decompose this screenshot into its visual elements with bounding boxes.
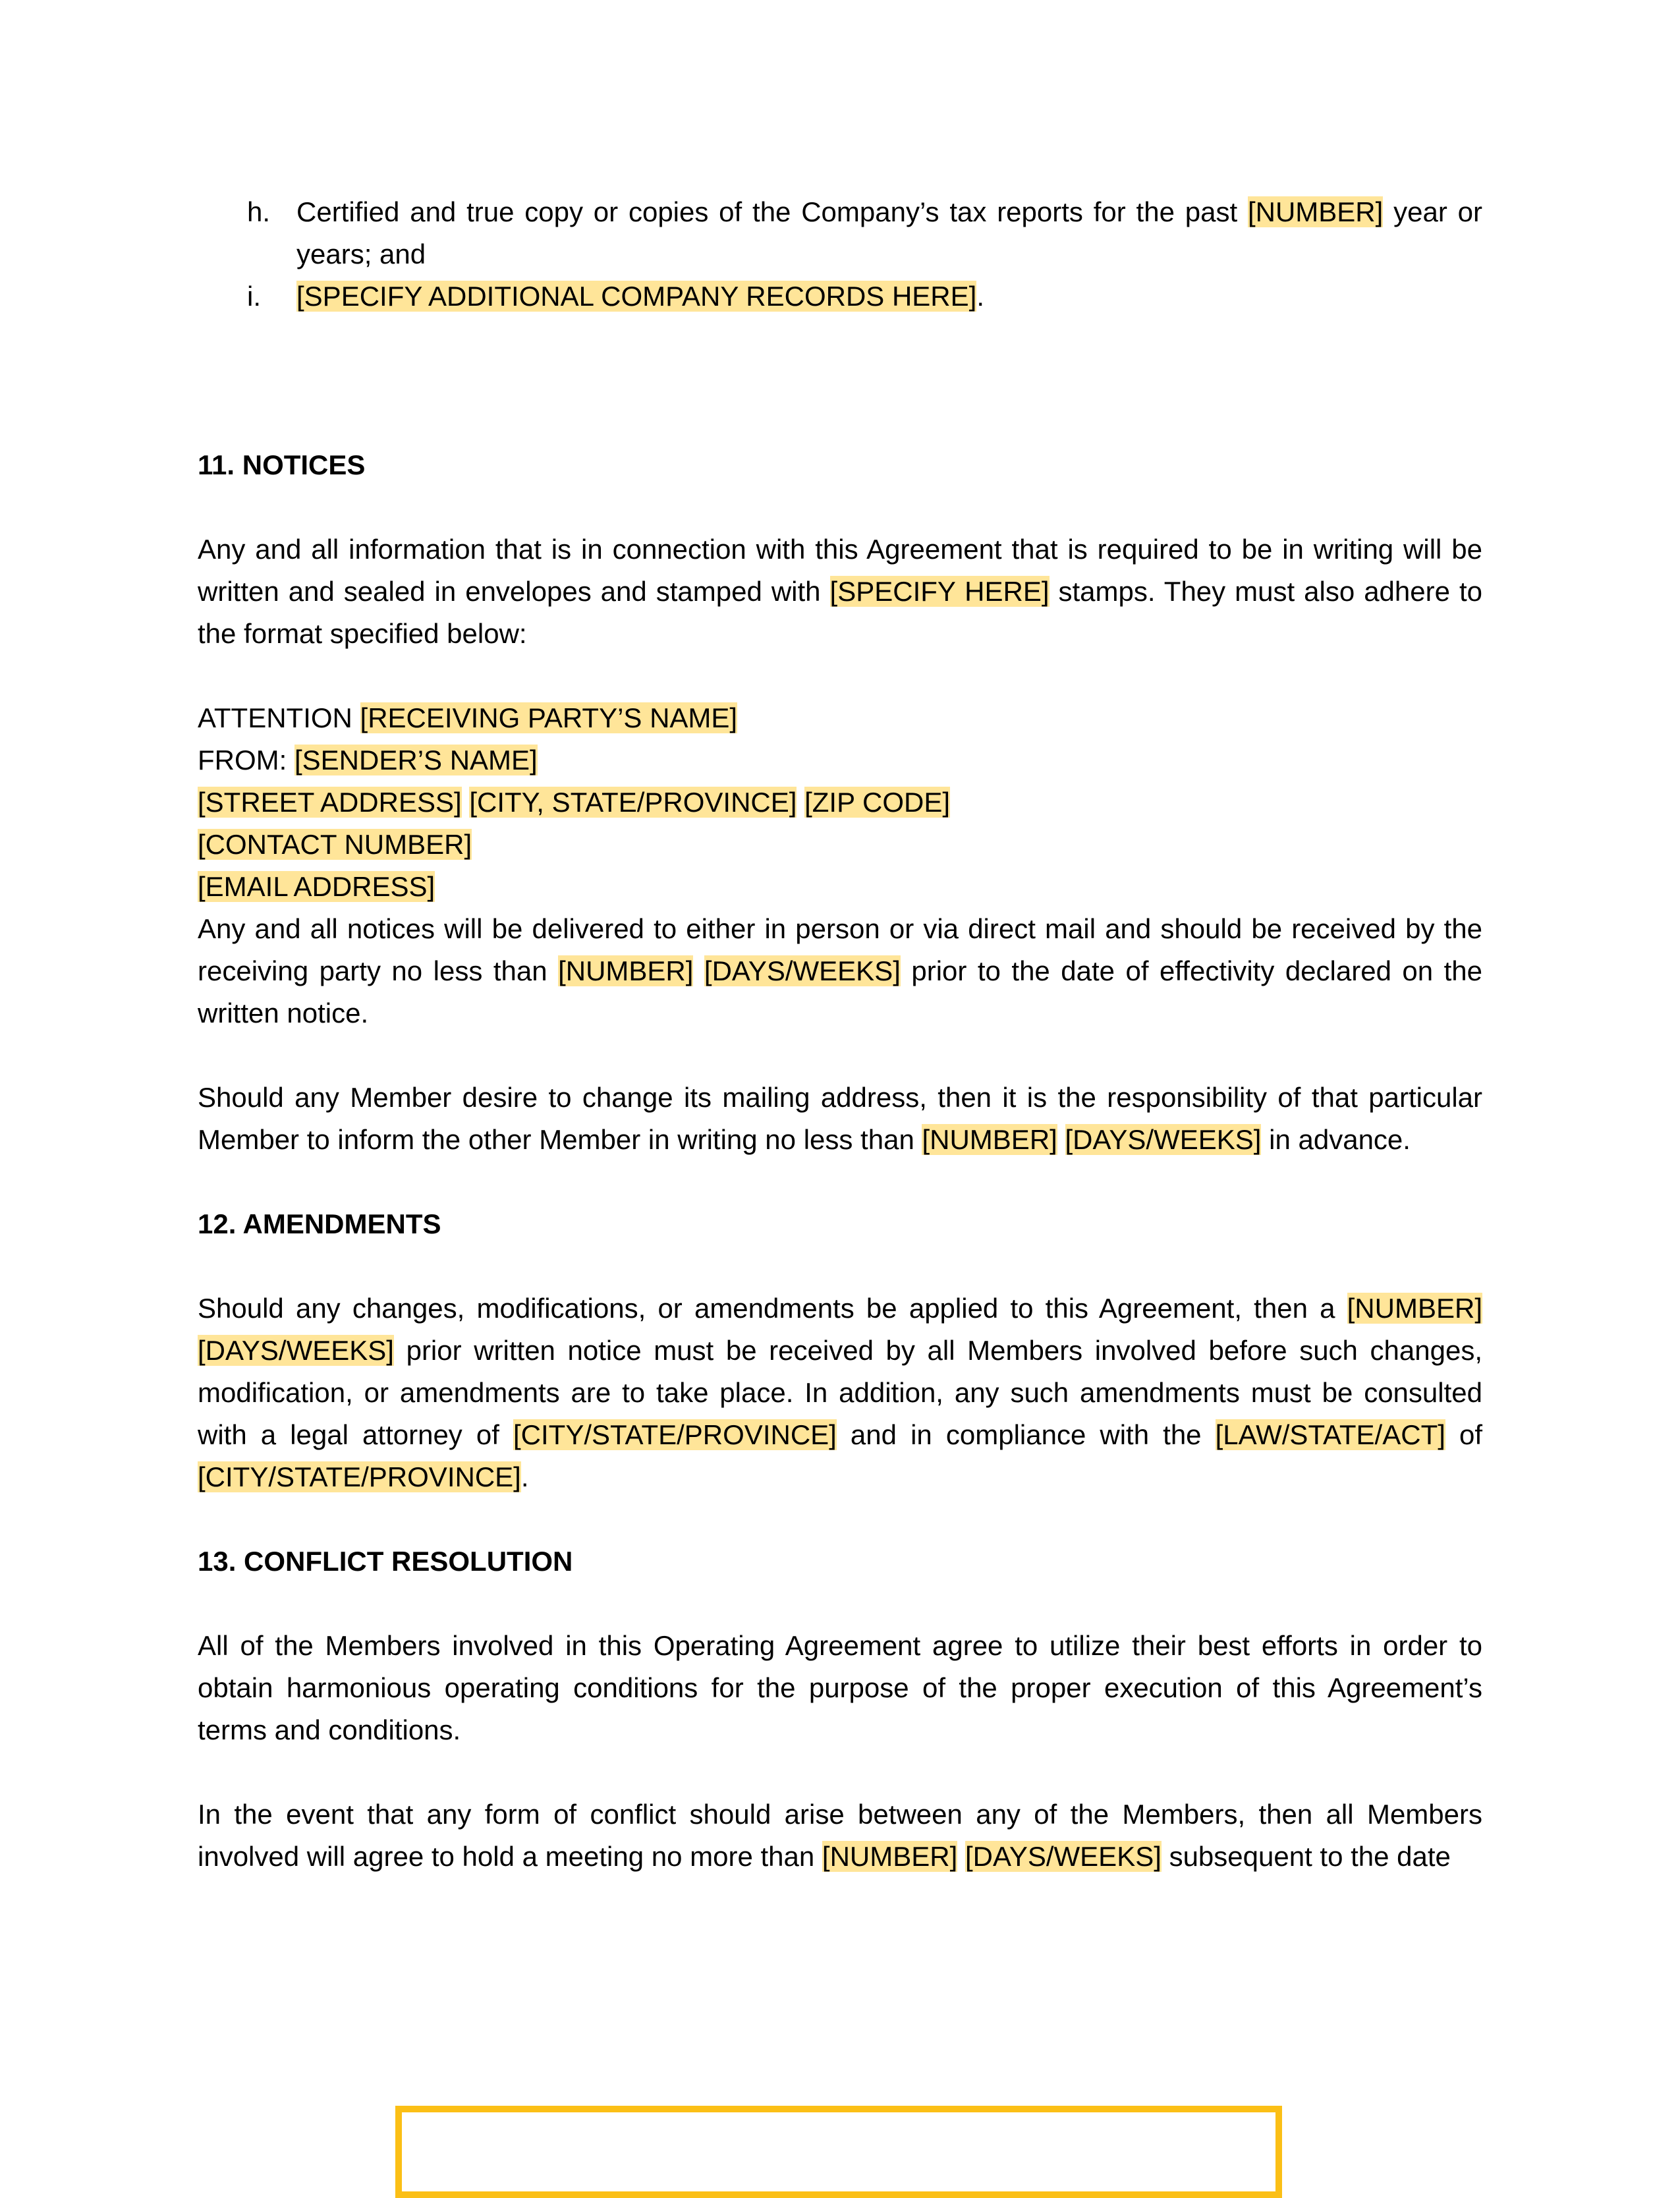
placeholder-field[interactable]: [DAYS/WEEKS] (198, 1335, 394, 1366)
placeholder-field[interactable]: [EMAIL ADDRESS] (198, 871, 435, 902)
amendments-paragraph: Should any changes, modifications, or amendments be applied to this Agreement, then a [NUMBER] [DAYS/WEEKS] prior written notice must be received by all Members involved before such changes, modification, or amendments are to take place. In addition, any such amendments must be consulted with a legal attorney of [CITY/STATE/PROVINCE] and in compliance with the [LAW/STATE/ACT] of [CITY/STATE/PROVINCE]. (198, 1293, 1483, 1492)
list-marker: h. (247, 196, 271, 227)
placeholder-field[interactable]: [SPECIFY HERE] (829, 576, 1050, 607)
notices-paragraph-1: Any and all information that is in connection with this Agreement that is required to be in writing will be written and sealed in envelopes and stamped with [SPECIFY HERE] stamps. They must also adhere to the format specified below: (198, 534, 1483, 649)
placeholder-field[interactable]: [NUMBER] (822, 1841, 958, 1872)
placeholder-field[interactable]: [CITY/STATE/PROVINCE] (198, 1461, 521, 1492)
placeholder-field[interactable]: [LAW/STATE/ACT] (1215, 1419, 1445, 1450)
placeholder-field[interactable]: [SENDER’S NAME] (294, 745, 538, 775)
conflict-paragraph-2: In the event that any form of conflict should arise between any of the Members, then all Members involved will agree to hold a meeting no more than [NUMBER] [DAYS/WEEKS] subsequent to the date (198, 1799, 1482, 1872)
placeholder-field[interactable]: [DAYS/WEEKS] (1065, 1124, 1262, 1155)
list-item-text: Certified and true copy or copies of the Company’s tax reports for the past [NUMBER] year or years; and (296, 196, 1482, 269)
from-line: FROM: [SENDER’S NAME] (198, 745, 538, 775)
attention-line: ATTENTION [RECEIVING PARTY’S NAME] (198, 702, 738, 733)
placeholder-field[interactable]: [NUMBER] (558, 955, 694, 986)
list-marker: i. (247, 281, 261, 312)
placeholder-field[interactable]: [CITY/STATE/PROVINCE] (513, 1419, 837, 1450)
placeholder-field[interactable]: [NUMBER] (1347, 1293, 1482, 1324)
placeholder-field[interactable]: [RECEIVING PARTY’S NAME] (360, 702, 738, 733)
placeholder-field[interactable]: [DAYS/WEEKS] (965, 1841, 1162, 1872)
conflict-paragraph-1: All of the Members involved in this Operating Agreement agree to utilize their best efforts in order to obtain harmonious operating conditions for the purpose of the proper execution of this Agreement’s terms and conditions. (198, 1630, 1482, 1745)
email-line (198, 866, 1482, 908)
section-heading-notices: 11. NOTICES (198, 449, 366, 480)
placeholder-field[interactable]: [SPECIFY ADDITIONAL COMPANY RECORDS HERE] (296, 281, 977, 312)
placeholder-field[interactable]: [CONTACT NUMBER] (198, 829, 472, 860)
contact-line (198, 824, 1482, 866)
document-body (198, 191, 1482, 1878)
placeholder-field[interactable]: [ZIP CODE] (804, 787, 951, 818)
footer-box (395, 2106, 1282, 2198)
list-item (198, 275, 1482, 318)
notices-paragraph-2: Any and all notices will be delivered to either in person or via direct mail and should be received by the receiving party no less than [NUMBER] [DAYS/WEEKS] prior to the date of effectivity declared on the written notice. (198, 913, 1483, 1029)
placeholder-field[interactable]: [NUMBER] (1247, 196, 1384, 227)
section-heading-conflict-resolution: 13. CONFLICT RESOLUTION (198, 1546, 573, 1577)
placeholder-field[interactable]: [NUMBER] (922, 1124, 1057, 1155)
list-item (198, 191, 1482, 275)
placeholder-field[interactable]: [CITY, STATE/PROVINCE] (469, 787, 797, 818)
section-heading-amendments: 12. AMENDMENTS (198, 1208, 441, 1239)
placeholder-field[interactable]: [DAYS/WEEKS] (704, 955, 901, 986)
list-item-text: [SPECIFY ADDITIONAL COMPANY RECORDS HERE]. (296, 281, 984, 312)
placeholder-field[interactable]: [STREET ADDRESS] (198, 787, 462, 818)
address-line (198, 781, 1482, 824)
notices-paragraph-3: Should any Member desire to change its mailing address, then it is the responsibility of that particular Member to inform the other Member in writing no less than [NUMBER] [DAYS/WEEKS] in advance. (198, 1082, 1482, 1155)
